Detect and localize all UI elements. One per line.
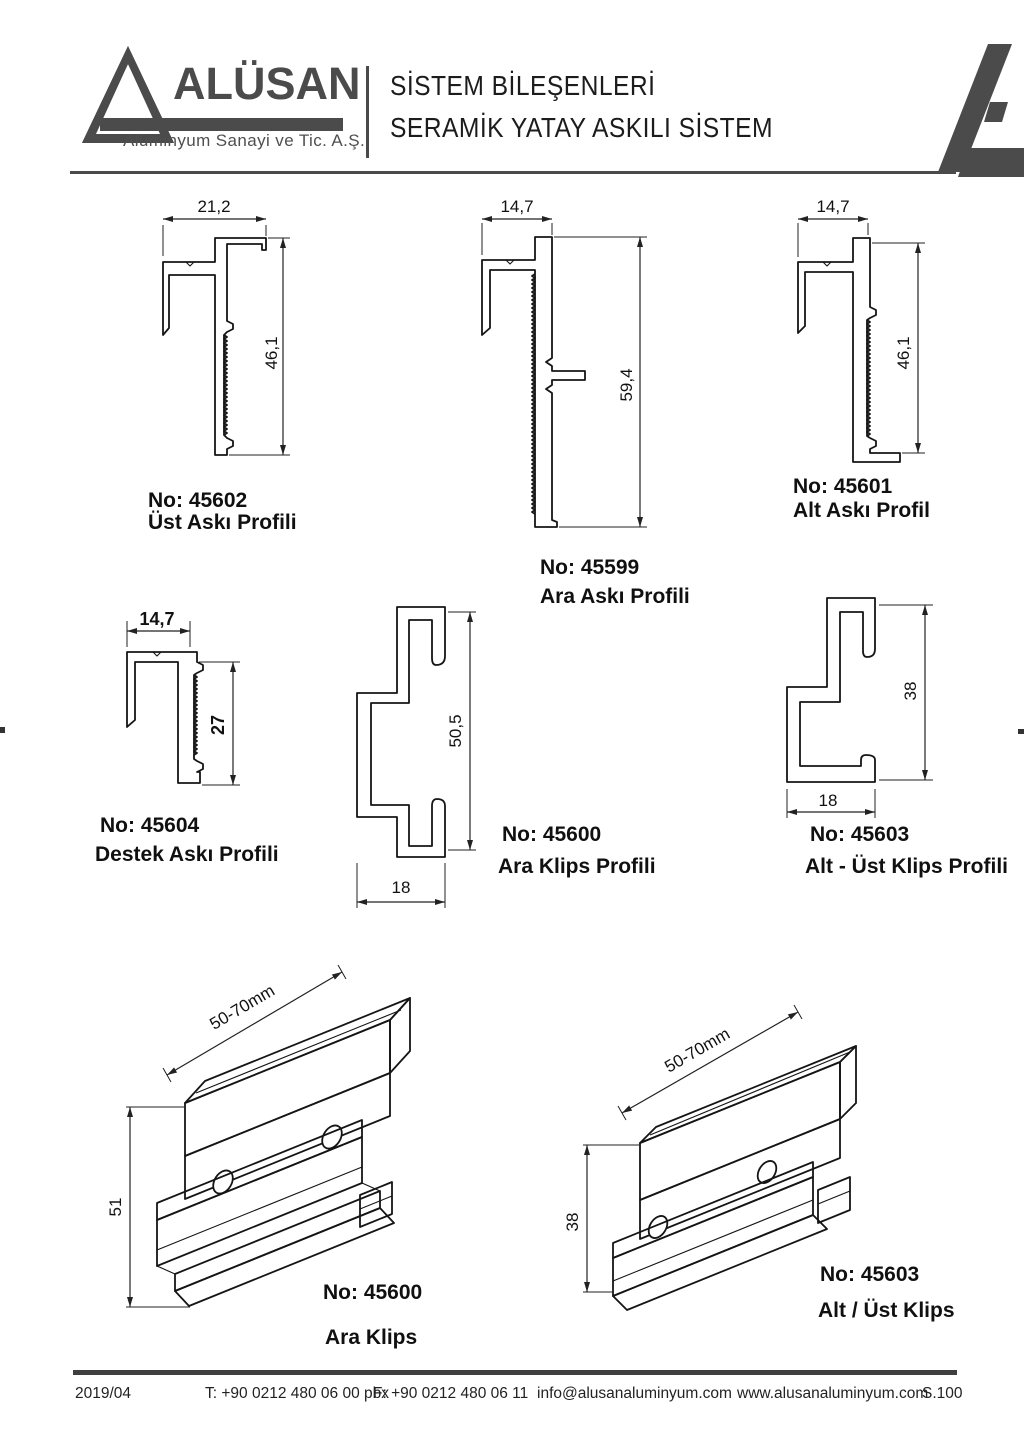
drawing-no-45603: No: 45603 xyxy=(810,823,910,846)
footer-website: www.alusanaluminyum.com xyxy=(737,1385,929,1402)
footer-email: info@alusanaluminyum.com xyxy=(537,1385,732,1402)
profile-outline-45599 xyxy=(482,237,585,527)
profile-outline-45602 xyxy=(163,238,266,455)
drawing-name-45603: Alt - Üst Klips Profili xyxy=(805,855,1009,878)
dimension-height: 59,4 xyxy=(617,368,636,402)
dimension-height: 38 xyxy=(901,681,920,701)
dimension-height: 27 xyxy=(208,714,228,736)
dimension-line-length xyxy=(167,972,342,1075)
dimension-width: 18 xyxy=(391,878,411,897)
brand-tagline: Alüminyum Sanayi ve Tic. A.Ş. xyxy=(123,131,366,150)
left-edge-mark xyxy=(0,727,5,733)
profile-outline-45601 xyxy=(798,238,900,462)
dimension-width: 21,2 xyxy=(197,197,231,216)
page-title-line1: SİSTEM BİLEŞENLERİ xyxy=(390,70,656,101)
dimension-length: 50-70mm xyxy=(206,980,278,1034)
header-rule xyxy=(70,171,956,174)
drawing-no-45604: No: 45604 xyxy=(100,814,200,837)
dimension-height: 46,1 xyxy=(894,336,913,370)
extension-lines xyxy=(357,612,476,908)
dimension-line-length xyxy=(622,1012,798,1113)
footer-fax: F: +90 0212 480 06 11 xyxy=(373,1385,529,1402)
screw-hole xyxy=(754,1158,780,1187)
extension-lines xyxy=(787,605,933,818)
drawing-name-iso45603: Alt / Üst Klips xyxy=(818,1299,955,1322)
drawing-no-45601: No: 45601 xyxy=(793,475,893,498)
iso-drawing-45600 xyxy=(95,960,500,1360)
extension-lines xyxy=(127,621,240,785)
screw-hole xyxy=(645,1213,671,1242)
corner-logo-mark xyxy=(938,44,1024,180)
drawing-name-45601: Alt Askı Profil xyxy=(793,499,930,522)
drawing-name-45604: Destek Askı Profili xyxy=(95,843,279,866)
iso-body-45600 xyxy=(157,998,410,1306)
dimension-width: 14,7 xyxy=(139,609,175,629)
drawing-name-iso45600: Ara Klips xyxy=(325,1326,418,1349)
profile-outline-45603 xyxy=(787,598,875,782)
dimension-width: 14,7 xyxy=(500,197,534,216)
footer-issue: 2019/04 xyxy=(75,1385,132,1402)
drawing-name-45600: Ara Klips Profili xyxy=(498,855,656,878)
iso-drawing-45603 xyxy=(555,1000,980,1345)
brand-name: ALÜSAN xyxy=(173,58,361,109)
footer-page: S.100 xyxy=(922,1385,963,1402)
drawing-name-45599: Ara Askı Profili xyxy=(540,585,690,608)
footer-phone: T: +90 0212 480 06 00 pbx xyxy=(205,1385,390,1402)
dimension-length: 50-70mm xyxy=(661,1024,734,1077)
dimension-height: 50,5 xyxy=(446,714,465,748)
profile-drawing-45604 xyxy=(100,595,315,810)
footer-rule xyxy=(73,1370,957,1375)
drawing-no-iso45600: No: 45600 xyxy=(323,1281,423,1304)
dimension-height: 51 xyxy=(106,1197,125,1217)
right-edge-mark xyxy=(1018,729,1024,734)
dimension-height: 38 xyxy=(563,1212,582,1232)
page-title-line2: SERAMİK YATAY ASKILI SİSTEM xyxy=(390,112,773,143)
drawing-no-45599: No: 45599 xyxy=(540,556,640,579)
profile-outline-45600 xyxy=(357,607,445,857)
dimension-height: 46,1 xyxy=(262,336,281,370)
drawing-no-45600: No: 45600 xyxy=(502,823,602,846)
drawing-no-iso45603: No: 45603 xyxy=(820,1263,920,1286)
drawing-name-45602: Üst Askı Profili xyxy=(148,511,297,534)
profile-outline-45604 xyxy=(127,652,203,783)
header-divider-vertical xyxy=(366,66,369,158)
dimension-width: 18 xyxy=(818,791,838,810)
dimension-width: 14,7 xyxy=(816,197,850,216)
drawing-no-45602: No: 45602 xyxy=(148,489,248,512)
